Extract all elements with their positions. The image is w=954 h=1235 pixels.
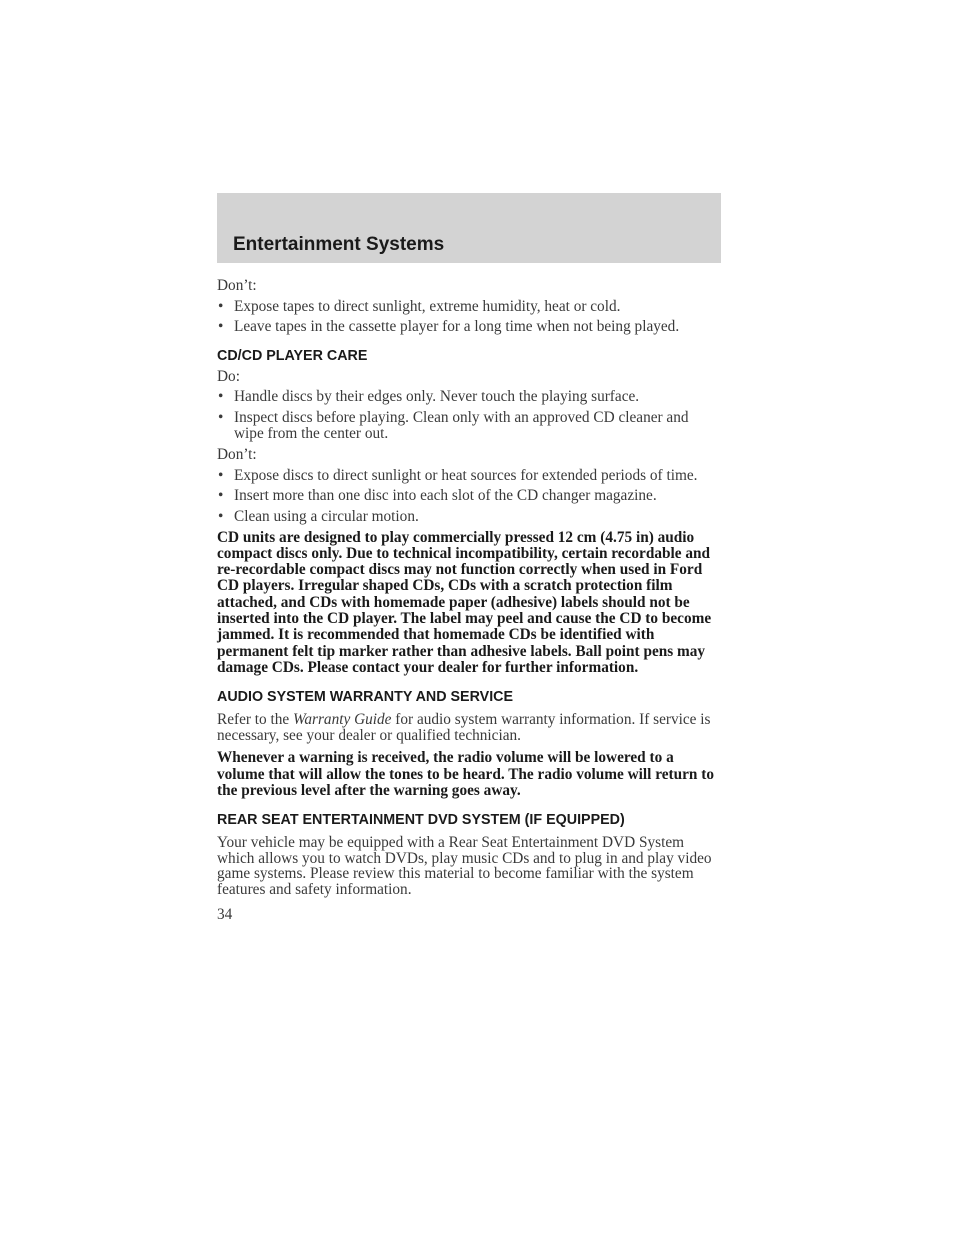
cd-dont-list <box>217 468 721 525</box>
cd-dont-label: Don’t: <box>217 446 257 464</box>
bullet-icon: • <box>218 388 224 406</box>
cd-do-list <box>217 389 721 441</box>
radio-volume-notice: Whenever a warning is received, the radio volume will be lowered to a volume that will allow the tones to be heard. The radio volume will return to the previous level after the warning goes away. <box>217 749 714 799</box>
page-number: 34 <box>217 905 233 923</box>
section-header-band <box>217 193 721 263</box>
manual-page <box>217 193 721 922</box>
cd-care-heading: CD/CD PLAYER CARE <box>217 347 368 364</box>
list-item: • Leave tapes in the cassette player for a long time when not being played. <box>218 318 680 336</box>
tape-dont-label: Don’t: <box>217 277 257 294</box>
list-item: • Handle discs by their edges only. Never touch the playing surface. <box>218 388 640 406</box>
bullet-icon: • <box>218 507 224 525</box>
bullet-icon: • <box>218 487 224 505</box>
warranty-paragraph: Refer to the Warranty Guide for audio system warranty information. If service is necessary, see your dealer or qualified technician. <box>217 711 711 744</box>
bullet-icon: • <box>218 408 224 426</box>
dvd-heading: REAR SEAT ENTERTAINMENT DVD SYSTEM (IF EQUIPPED) <box>217 812 625 829</box>
list-item: • Insert more than one disc into each slot of the CD changer magazine. <box>218 487 657 505</box>
warranty-guide-title: Warranty Guide <box>293 711 392 729</box>
dvd-paragraph: Your vehicle may be equipped with a Rear Seat Entertainment DVD System which allows you to watch DVDs, play music CDs and to plug in and play video game systems. Please review this material to become familiar with the system features and safety information. <box>217 834 712 899</box>
bullet-icon: • <box>218 297 224 315</box>
list-item: • Clean using a circular motion. <box>218 507 419 525</box>
cd-do-label: Do: <box>217 367 240 385</box>
warranty-heading: AUDIO SYSTEM WARRANTY AND SERVICE <box>217 689 514 706</box>
cd-compatibility-notice: CD units are designed to play commercially pressed 12 cm (4.75 in) audio compact discs only. Due to technical incompatibility, certain recordable and re-recordable compact discs may not function correctly when used in Ford CD players. Irregular shaped CDs, CDs with a scratch protection film attached, and CDs with homemade paper (adhesive) labels should not be inserted into the CD player. The label may peel and cause the CD to become jammed. It is recommended that homemade CDs be identified with permanent felt tip marker rather than adhesive labels. Ball point pens may damage CDs. Please contact your dealer for further information. <box>217 528 712 676</box>
list-item: • Inspect discs before playing. Clean only with an approved CD cleaner and wipe from the center out. <box>218 408 689 442</box>
page-title: Entertainment Systems <box>233 234 445 255</box>
tape-dont-list <box>217 299 721 335</box>
bullet-icon: • <box>218 318 224 336</box>
list-item: • Expose tapes to direct sunlight, extreme humidity, heat or cold. <box>218 297 621 315</box>
page-content <box>217 278 721 922</box>
list-item: • Expose discs to direct sunlight or heat sources for extended periods of time. <box>218 466 698 484</box>
bullet-icon: • <box>218 466 224 484</box>
